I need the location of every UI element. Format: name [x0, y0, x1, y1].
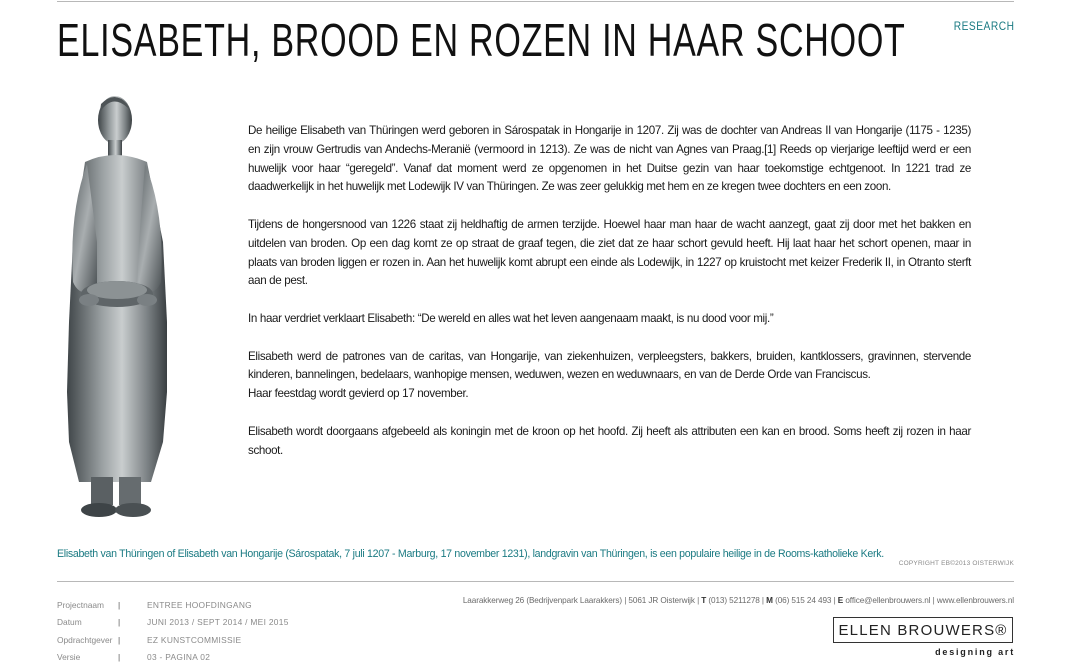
article-paragraph: De heilige Elisabeth van Thüringen werd geboren in Sárospatak in Hongarije in 1207. Zij was de dochter van Andreas II van Hongarije (1175 - 1235) en zijn vrouw Gertrudis van Andechs-Meranië (vermoord in 1213). Ze was de nicht van Agnes van Praag.[1] Reeds op vierjarige leeftijd werd er een huwelijk voor haar “geregeld”. Vanaf dat moment werd ze opgenomen in het Duitse gezin van haar toekomstige echtgenoot. In 1221 trad ze daadwerkelijk in het huwelijk met Lodewijk IV van Thüringen. Ze was zeer gelukkig met hem en ze kregen twee dochters en een zoon. — [248, 122, 971, 197]
contact-line — [463, 596, 1014, 605]
contact-separator: | — [624, 596, 626, 605]
article-body — [248, 122, 971, 479]
logo-tagline: designing art — [833, 647, 1015, 657]
brand-logo — [833, 617, 1015, 657]
meta-label: Projectnaam — [57, 600, 118, 610]
meta-value: ENTREE HOOFDINGANG — [147, 600, 252, 610]
top-rule — [57, 1, 1014, 2]
meta-row-date — [57, 614, 289, 632]
image-caption: Elisabeth van Thüringen of Elisabeth van Hongarije (Sárospatak, 7 juli 1207 - Marburg, 17 november 1231), landgravin van Thüringen, is een populaire heilige in de Rooms-katholieke Kerk. — [57, 548, 887, 560]
contact-address: Laarakkerweg 26 (Bedrijvenpark Laarakkers) — [463, 596, 622, 605]
phone-label: T — [701, 596, 706, 605]
meta-separator: | — [118, 600, 147, 610]
footer-rule — [57, 581, 1014, 582]
contact-website-link[interactable]: www.ellenbrouwers.nl — [937, 596, 1014, 605]
meta-row-client — [57, 631, 289, 649]
meta-value: JUNI 2013 / SEPT 2014 / MEI 2015 — [147, 617, 289, 627]
page-title: ELISABETH, BROOD EN ROZEN IN HAAR SCHOOT — [57, 14, 906, 66]
article-paragraph: Elisabeth wordt doorgaans afgebeeld als koningin met de kroon op het hoofd. Zij heeft als attributen een kan en brood. Soms heeft zij rozen in haar schoot. — [248, 423, 971, 461]
article-paragraph: Elisabeth werd de patrones van de caritas, van Hongarije, van ziekenhuizen, verpleegsters, bakkers, bruiden, kantklossers, gravinnen, stervende kinderen, bannelingen, bedelaars, wanhopige mensen, weduwen, wezen en weduwnaars, en van de Derde Orde van Franciscus. — [248, 348, 971, 386]
meta-row-version — [57, 649, 289, 666]
email-label: E — [838, 596, 843, 605]
contact-separator: | — [762, 596, 764, 605]
meta-label: Versie — [57, 652, 118, 662]
contact-email-link[interactable]: office@ellenbrouwers.nl — [845, 596, 930, 605]
meta-row-project — [57, 596, 289, 614]
contact-separator: | — [933, 596, 935, 605]
article-paragraph: Haar feestdag wordt gevierd op 17 november. — [248, 385, 971, 404]
meta-value: EZ KUNSTCOMMISSIE — [147, 635, 241, 645]
meta-separator: | — [118, 652, 147, 662]
project-meta — [57, 596, 289, 666]
contact-separator: | — [834, 596, 836, 605]
contact-postal: 5061 JR Oisterwijk — [628, 596, 694, 605]
statue-icon — [55, 92, 185, 522]
article-paragraph: Tijdens de hongersnood van 1226 staat zij heldhaftig de armen terzijde. Hoewel haar man haar de wacht aanzegt, gaat zij door met het bakken en uitdelen van broden. Op een dag komt ze op straat de graaf tegen, die ziet dat ze haar schort gevuld heeft. Hij laat haar het schort openen, maar in plaats van broden liggen er rozen in. Aan het huwelijk komt abrupt een einde als Lodewijk, in 1227 op kruistocht met keizer Frederik II, in Otranto sterft aan de pest. — [248, 216, 971, 291]
contact-mobile[interactable]: (06) 515 24 493 — [775, 596, 831, 605]
meta-label: Datum — [57, 617, 118, 627]
meta-value: 03 - PAGINA 02 — [147, 652, 210, 662]
meta-separator: | — [118, 635, 147, 645]
meta-label: Opdrachtgever — [57, 635, 118, 645]
copyright-notice: COPYRIGHT EB©2013 OISTERWIJK — [899, 560, 1014, 567]
mobile-label: M — [766, 596, 773, 605]
logo-wordmark: ELLEN BROUWERS® — [833, 617, 1013, 643]
research-link[interactable]: RESEARCH — [953, 19, 1014, 33]
meta-separator: | — [118, 617, 147, 627]
contact-phone[interactable]: (013) 5211278 — [708, 596, 759, 605]
contact-separator: | — [697, 596, 699, 605]
article-paragraph: In haar verdriet verklaart Elisabeth: “De wereld en alles wat het leven aangenaam maakt, is nu dood voor mij.” — [248, 310, 971, 329]
